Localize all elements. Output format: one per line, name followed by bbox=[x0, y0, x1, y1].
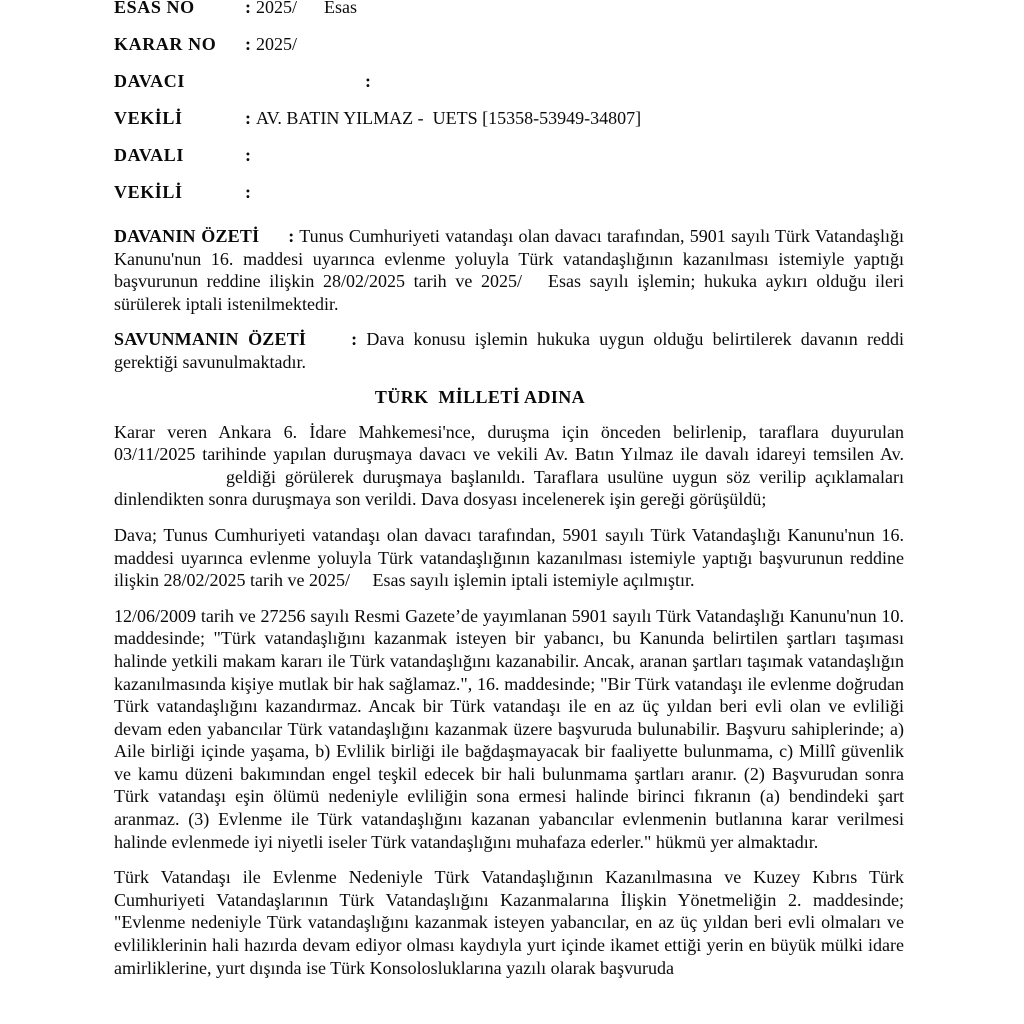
savunmanin-ozeti-label: SAVUNMANIN ÖZETİ bbox=[114, 329, 307, 350]
davanin-ozeti-colon: : bbox=[288, 226, 295, 246]
durusma-text-part1: Karar veren Ankara 6. İdare Mahkemesi'nce, duruşma için önceden belirlenip, taraflara duyurulan 03/11/2025 tarihinde yapılan duruşmaya davacı ve vekili Av. Batın Yılmaz ile davalı idareyi temsilen Av. bbox=[114, 421, 904, 465]
savunmanin-ozeti-text: Dava konusu işlemin hukuka uygun olduğu belirtilerek davanın reddi gerektiği savunulmaktadır. bbox=[114, 329, 904, 372]
kanun-paragraph bbox=[114, 605, 904, 854]
davanin-ozeti-label: DAVANIN ÖZETİ bbox=[114, 226, 260, 246]
vekili-davaci-row bbox=[114, 100, 904, 137]
yonetmelik-text: Türk Vatandaşı ile Evlenme Nedeniyle Türk Vatandaşlığının Kazanılmasına ve Kuzey Kıbrıs Türk Cumhuriyeti Vatandaşlarının Türk Vatandaşlığını Kazanmalarına İlişkin Yönetmeliğin 2. maddesinde; "Evlenme nedeniyle Türk vatandaşlığını kazanmak isteyen yabancılar, en az üç yıldan beri evli olmaları ve evliliklerinin hali hazırda devam ediyor olması kaydıyla yurt içinde ikamet ettiği yerin en büyük mülki idare amirliklerine, yurt dışında ise Türk Konsolosluklarına yazılı olarak başvuruda bbox=[114, 867, 904, 978]
vekili-davali-label: VEKİLİ bbox=[114, 182, 183, 202]
turk-milleti-adina-heading: TÜRK MİLLETİ ADINA bbox=[374, 386, 586, 407]
dava-paragraph bbox=[114, 524, 904, 592]
vekili-davali-row bbox=[114, 174, 904, 211]
vekili-davali-colon: : bbox=[245, 182, 251, 202]
document-content bbox=[114, 0, 904, 992]
davanin-ozeti-text: Tunus Cumhuriyeti vatandaşı olan davacı tarafından, 5901 sayılı Türk Vatandaşlığı Kanunu'nun 16. maddesi uyarınca evlenme yoluyla Türk vatandaşlığının kazanılması istemiyle yaptığı başvurunun reddine ilişkin 28/02/2025 tarih ve 2025/ Esas sayılı işlemin; hukuka aykırı olduğu ileri sürülerek iptali istenilmektedir. bbox=[114, 226, 904, 314]
durusma-text-part2: geldiği görülerek duruşmaya başlanıldı. Taraflara usulüne uygun söz verilip açıklamaları dinlendikten sonra duruşmaya son verildi. Dava dosyası incelenerek işin gereği görüşüldü; bbox=[114, 466, 904, 510]
davanin-ozeti-paragraph bbox=[114, 225, 904, 315]
dava-text: Dava; Tunus Cumhuriyeti vatandaşı olan davacı tarafından, 5901 sayılı Türk Vatandaşlığı Kanunu'nun 16. maddesi uyarınca evlenme yoluyla Türk vatandaşlığının kazanılması istemiyle yaptığı başvurunun reddine ilişkin 28/02/2025 tarih ve 2025/ Esas sayılı işlemin iptali istemiyle açılmıştır. bbox=[114, 524, 904, 591]
durusma-paragraph bbox=[114, 421, 904, 511]
davaci-row bbox=[114, 63, 904, 100]
esas-no-colon: : bbox=[245, 0, 251, 17]
savunmanin-ozeti-colon: : bbox=[351, 329, 358, 350]
karar-no-row bbox=[114, 26, 904, 63]
vekili-davaci-value: AV. BATIN YILMAZ - UETS [15358-53949-34807] bbox=[256, 108, 642, 128]
karar-no-value: 2025/ bbox=[256, 34, 298, 54]
davali-row bbox=[114, 137, 904, 174]
yonetmelik-paragraph bbox=[114, 866, 904, 979]
esas-no-value: 2025/ Esas bbox=[256, 0, 357, 17]
davaci-label: DAVACI bbox=[114, 71, 185, 91]
vekili-davaci-label: VEKİLİ bbox=[114, 108, 183, 128]
davali-colon: : bbox=[245, 145, 251, 165]
savunmanin-ozeti-paragraph bbox=[114, 328, 904, 373]
case-header bbox=[114, 0, 904, 211]
karar-no-colon: : bbox=[245, 34, 251, 54]
esas-no-row bbox=[114, 0, 904, 26]
karar-no-label: KARAR NO bbox=[114, 34, 217, 54]
davali-label: DAVALI bbox=[114, 145, 184, 165]
esas-no-label: ESAS NO bbox=[114, 0, 195, 17]
davaci-colon: : bbox=[365, 71, 371, 91]
vekili-davaci-colon: : bbox=[245, 108, 251, 128]
kanun-text: 12/06/2009 tarih ve 27256 sayılı Resmi Gazete’de yayımlanan 5901 sayılı Türk Vatandaşlığı Kanunu'nun 10. maddesinde; "Türk vatandaşlığını kazanmak isteyen bir yabancı, bu Kanunda belirtilen şartları taşıması halinde yetkili makam kararı ile Türk vatandaşlığını kazanabilir. Ancak, aranan şartları taşımak vatandaşlığın kazanılmasında kişiye mutlak bir hak sağlamaz.", 16. maddesinde; "Bir Türk vatandaşı ile evlenme doğrudan Türk vatandaşlığını kazandırmaz. Ancak bir Türk vatandaşı ile en az üç yıldan beri evli olan ve evliliği devam eden yabancılar Türk vatandaşlığını kazanmak üzere başvuruda bulunabilir. Başvuru sahiplerinde; a) Aile birliği içinde yaşama, b) Evlilik birliği ile bağdaşmayacak bir faaliyette bulunmama, c) Millî güvenlik ve kamu düzeni bakımından engel teşkil edecek bir hali bulunmama şartları aranır. (2) Başvurudan sonra Türk vatandaşı eşin ölümü nedeniyle evliliğin sona ermesi halinde birinci fıkranın (a) bendindeki şart aranmaz. (3) Evlenme ile Türk vatandaşlığını kazanan yabancılar evlenmenin butlanına karar verilmesi halinde evlenmede iyi niyetli iseler Türk vatandaşlığını muhafaza ederler." hükmü yer almaktadır. bbox=[114, 605, 904, 852]
